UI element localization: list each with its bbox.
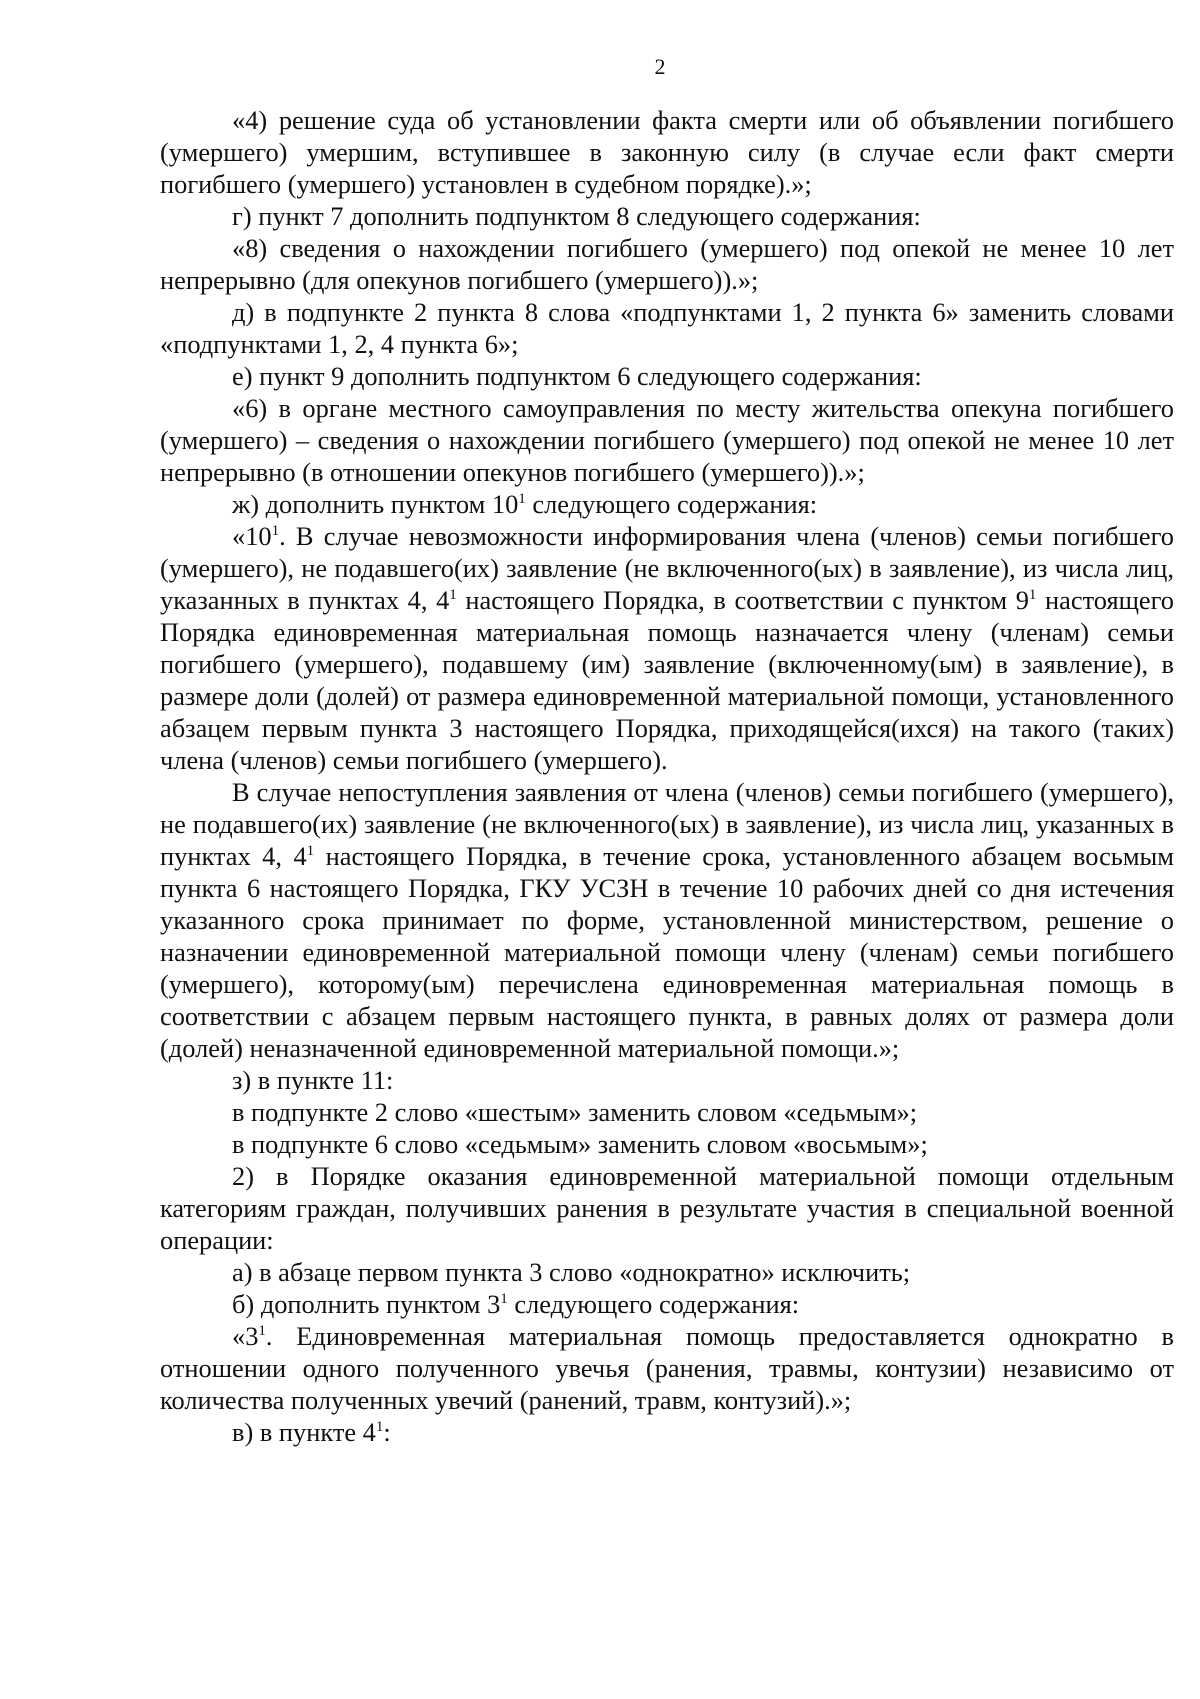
- superscript: 1: [518, 491, 526, 508]
- text-span: настоящего Порядка единовременная материальная помощь назначается члену (членам) семьи погибшего (умершего), подавшему (им) заявление (включенному(ым) в заявление), в размере доли (долей) от размера единовременной материальной помощи, установленного абзацем первым пункта 3 настоящего Порядка, приходящейся(ихся) на такого (таких) члена (членов) семьи погибшего (умершего).: [160, 585, 1174, 775]
- paragraph: [160, 1320, 1174, 1416]
- superscript: 1: [449, 587, 457, 604]
- document-body: [160, 104, 1174, 1448]
- text-span: ж) дополнить пунктом 10: [232, 489, 519, 519]
- superscript: 1: [306, 843, 315, 860]
- paragraph: «8) сведения о нахождении погибшего (умершего) под опекой не менее 10 лет непрерывно (для опекунов погибшего (умершего)).»;: [160, 233, 1174, 295]
- superscript: 1: [1028, 587, 1037, 604]
- text-span: . Единовременная материальная помощь предоставляется однократно в отношении одного полученного увечья (ранения, травмы, контузии) независимо от количества полученных увечий (ранений, травм, контузий).»;: [160, 1321, 1174, 1415]
- superscript: 1: [271, 523, 280, 540]
- text-span: в) в пункте 4: [232, 1417, 376, 1447]
- text-span: «10: [232, 521, 272, 551]
- text-span: настоящего Порядка, в соответствии с пунктом 9: [456, 585, 1029, 615]
- paragraph: е) пункт 9 дополнить подпунктом 6 следующего содержания:: [232, 361, 922, 391]
- paragraph: д) в подпункте 2 пункта 8 слова «подпунктами 1, 2 пункта 6» заменить словами «подпунктами 1, 2, 4 пункта 6»;: [160, 297, 1174, 359]
- text-span: В случае непоступления заявления от члена (членов) семьи погибшего (умершего), не подавшего(их) заявление (не включенного(ых) в заявление), из числа лиц, указанных в пунктах 4, 4: [160, 777, 1174, 871]
- paragraph: «6) в органе местного самоуправления по месту жительства опекуна погибшего (умершего) – сведения о нахождении погибшего (умершего) под опекой не менее 10 лет непрерывно (в отношении опекунов погибшего (умершего)).»;: [160, 393, 1174, 487]
- paragraph: г) пункт 7 дополнить подпунктом 8 следующего содержания:: [232, 201, 921, 231]
- text-span: «3: [232, 1321, 259, 1351]
- paragraph: «4) решение суда об установлении факта смерти или об объявлении погибшего (умершего) умершим, вступившее в законную силу (в случае если факт смерти погибшего (умершего) установлен в судебном порядке).»;: [160, 105, 1174, 199]
- paragraph: [160, 1288, 1174, 1320]
- paragraph: [160, 1416, 1174, 1448]
- paragraph: 2) в Порядке оказания единовременной материальной помощи отдельным категориям граждан, получивших ранения в результате участия в специальной военной операции:: [160, 1161, 1174, 1255]
- text-span: . В случае невозможности информирования члена (членов) семьи погибшего (умершего), не подавшего(их) заявление (не включенного(ых) в заявление), из числа лиц, указанных в пунктах 4, 4: [160, 521, 1174, 615]
- superscript: 1: [500, 1291, 508, 1308]
- paragraph: [160, 520, 1174, 776]
- text-span: :: [383, 1417, 391, 1447]
- paragraph: в подпункте 2 слово «шестым» заменить словом «седьмым»;: [232, 1097, 918, 1127]
- page-number: 2: [654, 54, 666, 79]
- text-span: настоящего Порядка, в течение срока, установленного абзацем восьмым пункта 6 настоящего Порядка, ГКУ УСЗН в течение 10 рабочих дней со дня истечения указанного срока принимает по форме, установленной министерством, решение о назначении единовременной материальной помощи члену (членам) семьи погибшего (умершего), которому(ым) перечислена единовременная материальная помощь в соответствии с абзацем первым настоящего пункта, в равных долях от размера доли (долей) неназначенной единовременной материальной помощи.»;: [160, 841, 1174, 1063]
- paragraph: а) в абзаце первом пункта 3 слово «однократно» исключить;: [232, 1257, 911, 1287]
- superscript: 1: [375, 1419, 384, 1436]
- superscript: 1: [258, 1323, 266, 1340]
- text-span: б) дополнить пунктом 3: [232, 1289, 501, 1319]
- paragraph: з) в пункте 11:: [232, 1065, 394, 1095]
- paragraph: в подпункте 6 слово «седьмым» заменить словом «восьмым»;: [232, 1129, 928, 1159]
- paragraph: [160, 776, 1174, 1064]
- text-span: следующего содержания:: [525, 489, 818, 519]
- text-span: следующего содержания:: [507, 1289, 800, 1319]
- paragraph: [160, 488, 1174, 520]
